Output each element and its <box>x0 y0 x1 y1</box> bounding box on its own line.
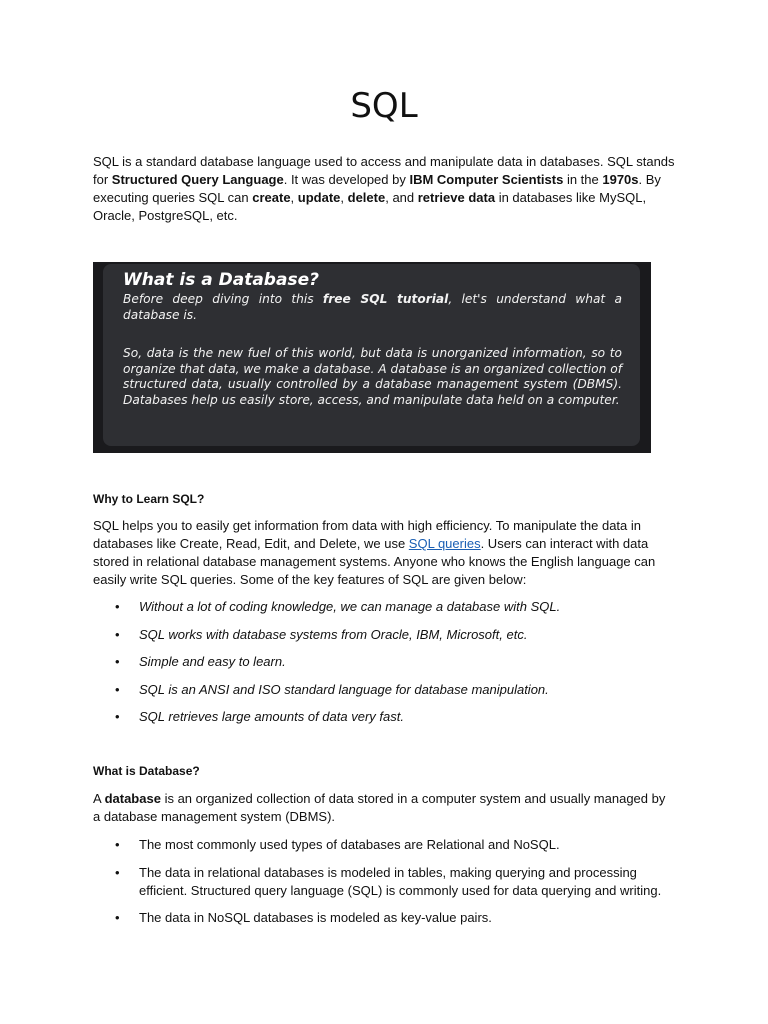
intro-text: . By executing queries SQL can <box>93 172 661 205</box>
intro-bold: retrieve data <box>417 190 496 205</box>
intro-text: , <box>340 190 348 205</box>
bullet-icon: • <box>115 910 120 925</box>
list-item <box>93 864 675 900</box>
database-card-heading: What is a Database? <box>123 270 319 290</box>
intro-text: in databases like MySQL, Oracle, PostgreSQL, etc. <box>93 190 647 223</box>
page-title: SQL <box>350 86 418 126</box>
intro-text: , and <box>385 190 418 205</box>
list-item <box>93 626 683 644</box>
bullet-icon: • <box>115 654 120 669</box>
db-text: is an organized collection of data stored in a computer system and usually managed by a database management system (DBMS). <box>93 791 666 824</box>
database-card <box>103 264 640 446</box>
list-item <box>93 836 675 854</box>
why-heading: Why to Learn SQL? <box>93 492 205 506</box>
database-bullet-list <box>93 836 675 927</box>
list-item <box>93 653 683 671</box>
why-section <box>93 517 683 726</box>
db-text: A <box>93 791 105 806</box>
why-paragraph <box>93 517 683 589</box>
list-item-text: SQL is an ANSI and ISO standard language for database manipulation. <box>139 681 549 697</box>
intro-text: . It was developed by <box>283 172 410 187</box>
intro-bold: delete <box>347 190 386 205</box>
database-paragraph <box>93 790 675 826</box>
what-is-database-section <box>93 790 675 927</box>
database-card-paragraph-2: So, data is the new fuel of this world, but data is unorganized information, so to organize that data, we make a database. A database is an organized collection of structured data, usually controlled by a database management system (DBMS). Databases help us easily store, access, and manipulate data held on a computer. <box>123 346 622 407</box>
intro-text: SQL is a standard database language used to access and manipulate data in databases. SQL stands for <box>93 154 675 187</box>
card-text: Before deep diving into this <box>123 292 323 306</box>
list-item <box>93 598 683 616</box>
database-image <box>93 262 651 453</box>
intro-bold: update <box>297 190 341 205</box>
why-text: SQL helps you to easily get information from data with high efficiency. To manipulate the data in databases like Create, Read, Edit, and Delete, we use <box>93 518 641 551</box>
intro-bold: create <box>252 190 291 205</box>
why-bullet-list <box>93 598 683 726</box>
list-item-text: SQL retrieves large amounts of data very fast. <box>139 709 404 724</box>
intro-bold: IBM Computer Scientists <box>409 172 564 187</box>
intro-text: in the <box>563 172 603 187</box>
intro-paragraph <box>93 153 675 225</box>
sql-queries-link[interactable]: SQL queries <box>408 536 481 551</box>
bullet-icon: • <box>115 599 120 614</box>
bullet-icon: • <box>115 681 120 697</box>
list-item <box>93 708 683 726</box>
list-item-text: Simple and easy to learn. <box>139 654 286 669</box>
db-bold: database <box>104 791 161 806</box>
list-item <box>93 681 683 699</box>
intro-text: , <box>290 190 298 205</box>
bullet-icon: • <box>115 626 120 642</box>
list-item <box>93 909 675 927</box>
bullet-icon: • <box>115 837 120 852</box>
what-is-database-heading: What is Database? <box>93 764 200 778</box>
list-item-text: The data in relational databases is modeled in tables, making querying and processing efficient. Structured query language (SQL) is commonly used for data querying and writing. <box>139 864 662 898</box>
list-item-text: Without a lot of coding knowledge, we can manage a database with SQL. <box>139 599 561 614</box>
intro-bold: 1970s <box>602 172 639 187</box>
list-item-text: SQL works with database systems from Oracle, IBM, Microsoft, etc. <box>139 626 528 642</box>
why-text: . Users can interact with data stored in relational database management systems. Anyone who knows the English language can easily write SQL queries. Some of the key features of SQL are given below: <box>93 536 656 587</box>
database-card-paragraph-1 <box>123 292 622 323</box>
list-item-text: The most commonly used types of databases are Relational and NoSQL. <box>139 837 560 852</box>
card-text: , let's understand what a database is. <box>123 292 622 322</box>
card-bold: free SQL tutorial <box>322 292 449 306</box>
bullet-icon: • <box>115 864 120 880</box>
intro-bold: Structured Query Language <box>111 172 284 187</box>
bullet-icon: • <box>115 709 120 724</box>
list-item-text: The data in NoSQL databases is modeled as key-value pairs. <box>139 910 492 925</box>
